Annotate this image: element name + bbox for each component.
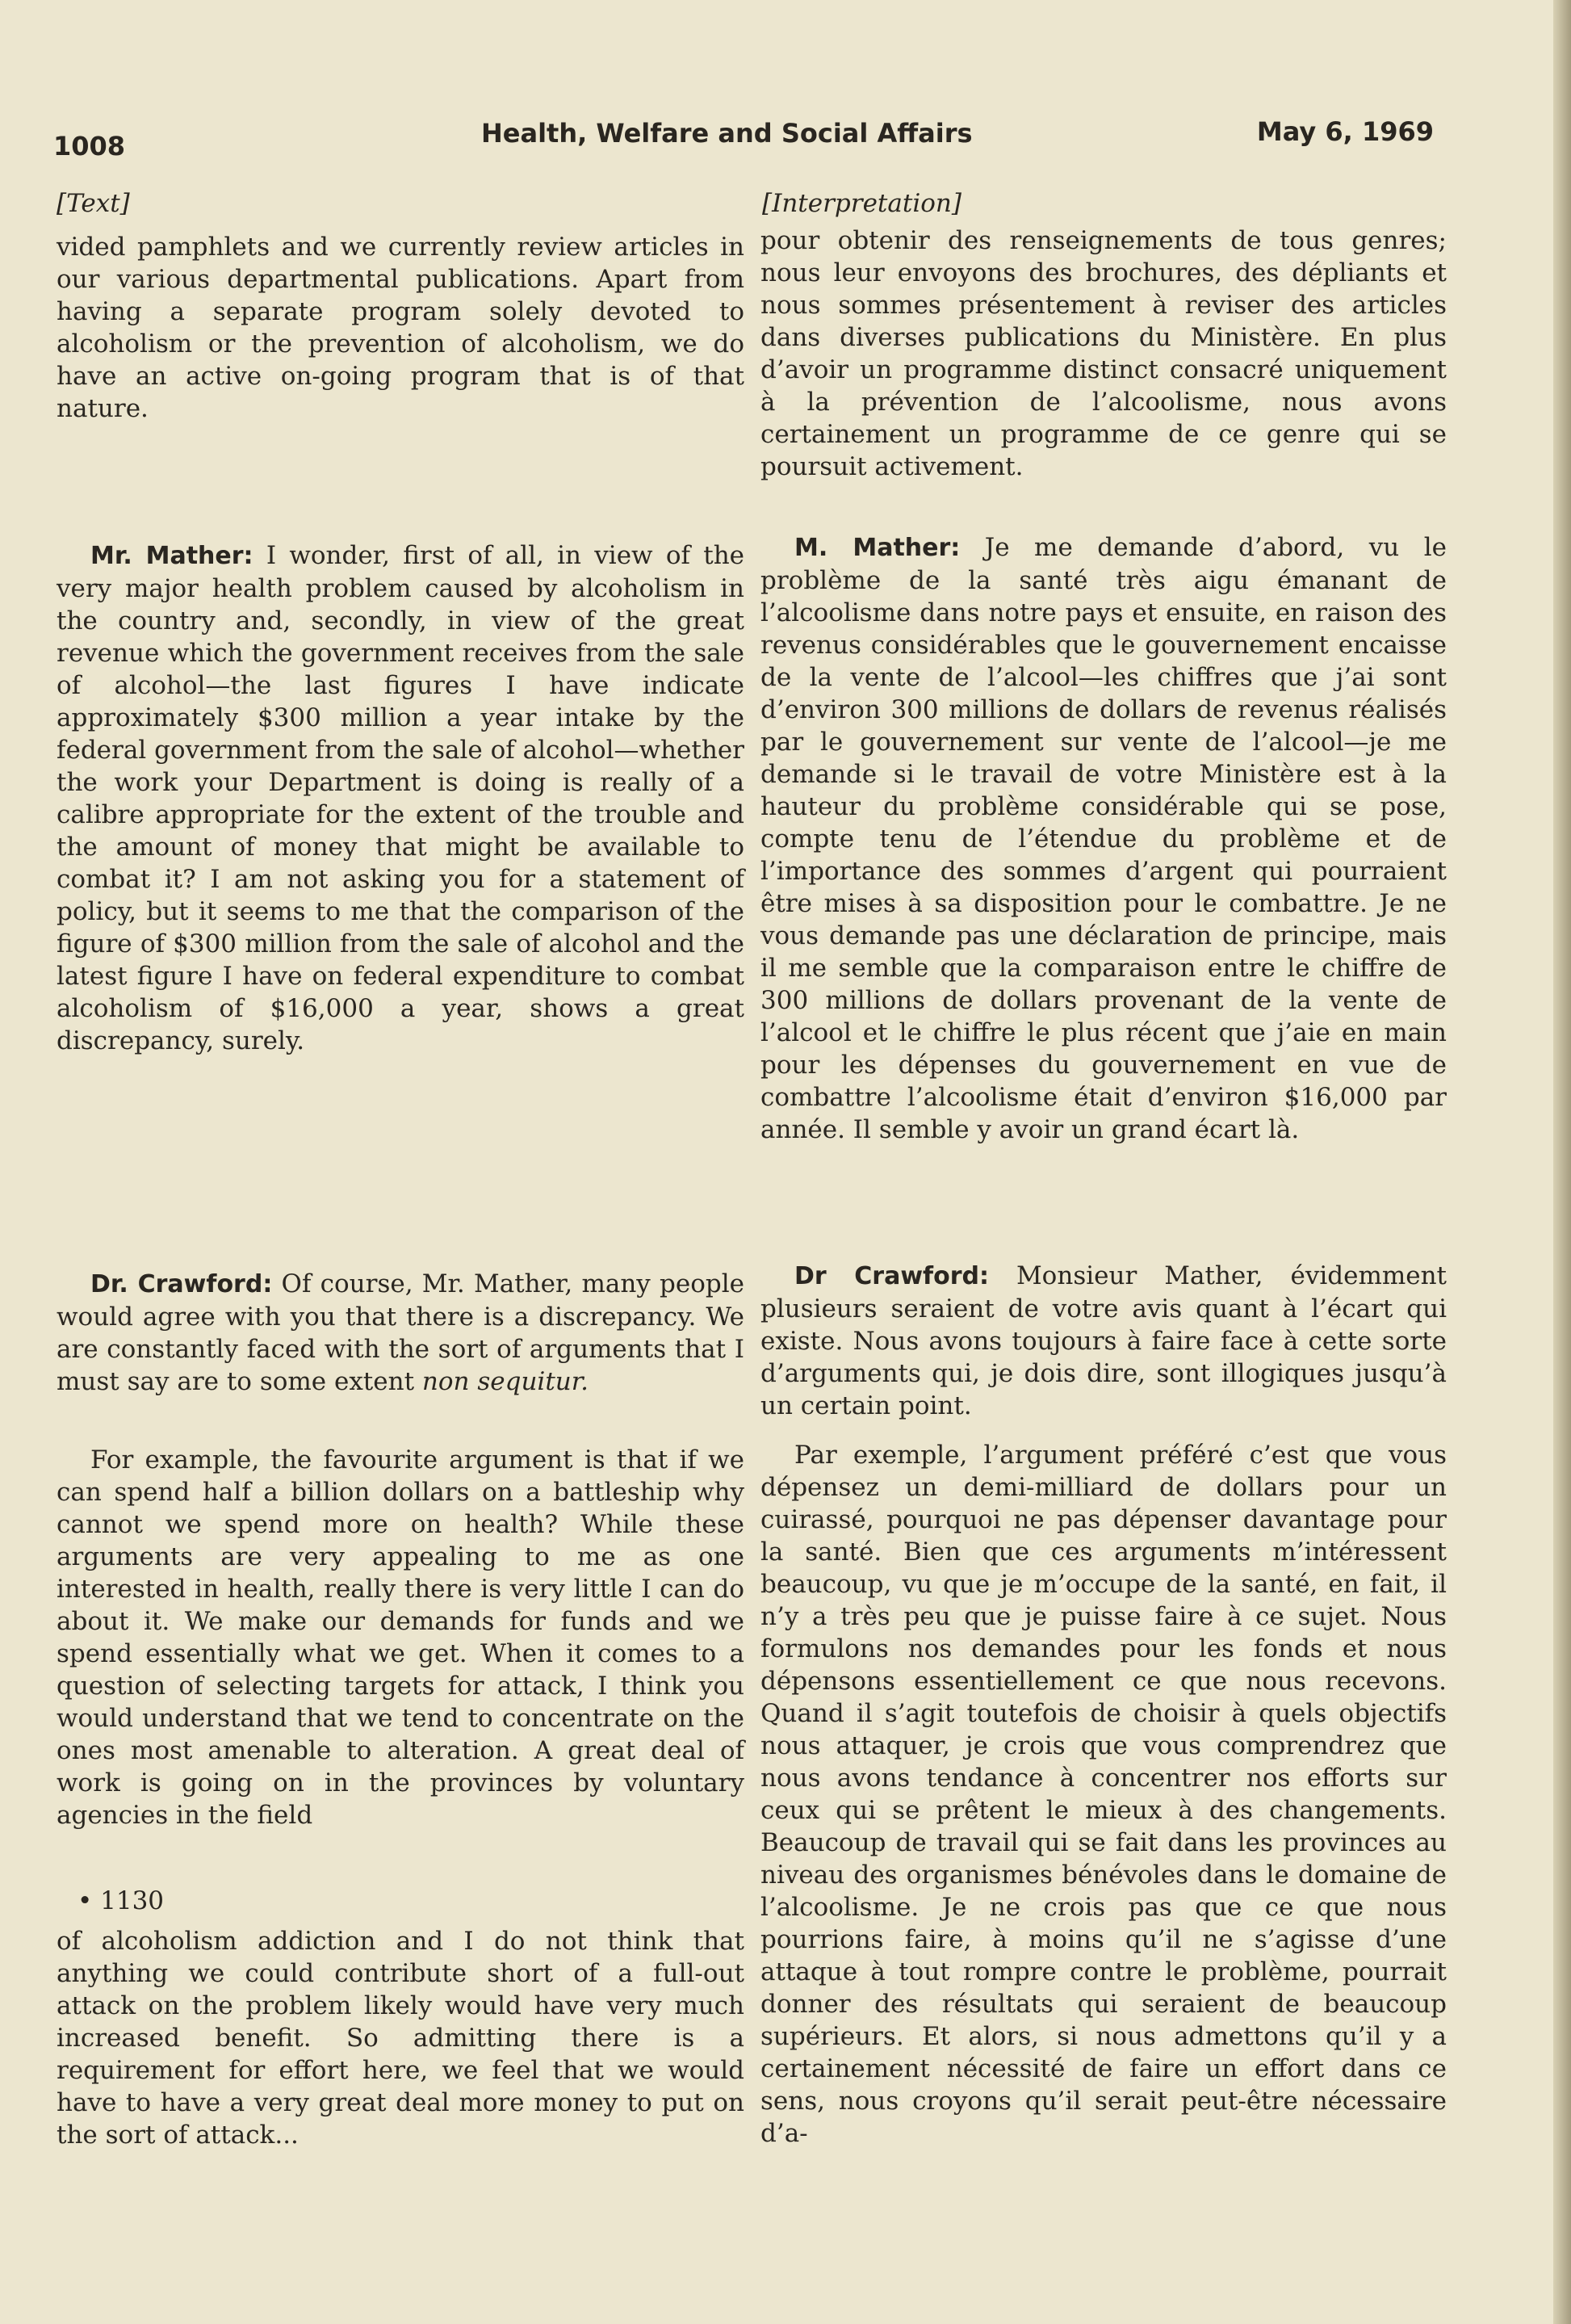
speaker-name: Mr. Mather: <box>90 542 253 570</box>
paragraph-text <box>57 539 744 1057</box>
speaker-text: Je me demande d’abord, vu le problème de la santé très aigu émanant de l’alcoolisme dans notre pays et ensuite, en raison des revenus considérables que le gouvernement encaisse de la vente de l’alcool—les chiffres que j’ai sont d’environ 300 millions de dollars de revenus réalisés par le gouvernement sur vente de l’alcool—je me demande si le travail de votre Ministère est à la hauteur du problème considérable qui se pose, compte tenu de l’étendue du problème et de l’importance des sommes d’argent qui pourraient être mises à sa disposition pour le combattre. Je ne vous demande pas une déclaration de principe, mais il me semble que la comparaison entre le chiffre de 300 millions de dollars provenant de la vente de l’alcool et le chiffre le plus récent que j’aie en main pour les dépenses du gouvernement en vue de combattre l’alcoolisme était d’environ $16,000 par année. Il semble y avoir un grand écart là. <box>760 533 1447 1144</box>
paragraph-text: pour obtenir des renseignements de tous genres; nous leur envoyons des brochures, des dépliants et nous sommes présentement à reviser des articles dans diverses publications du Ministère. En plus d’avoir un programme distinct consacré uniquement à la prévention de l’alcoolisme, nous avons certainement un programme de ce genre qui se poursuit activement. <box>760 226 1447 481</box>
paragraph-text: Par exemple, l’argument préféré c’est que vous dépensez un demi-milliard de dollars pour un cuirassé, pourquoi ne pas dépenser davantage pour la santé. Bien que ces arguments m’intéressent beaucoup, vu que je m’occupe de la santé, en fait, il n’y a très peu que je puisse faire à ce sujet. Nous formulons nos demandes pour les fonds et nous dépensons essentiellement ce que nous recevons. Quand il s’agit toutefois de choisir à quels objectifs nous attaquer, je crois que vous comprendrez que nous avons tendance à concentrer nos efforts sur ceux qui se prêtent le mieux à des changements. Beaucoup de travail qui se fait dans les provinces au niveau des organismes bénévoles dans le domaine de l’alcoolisme. Je ne crois pas que ce que nous pourrions faire, à moins qu’il ne s’agisse d’une attaque à tout rompre contre le problème, pourrait donner des résultats qui seraient de beaucoup supérieurs. Et alors, si nous admettons qu’il y a certainement nécessité de faire un effort dans ce sens, nous croyons qu’il serait peut-être nécessaire d’a- <box>760 1441 1447 2148</box>
left-paragraph-1 <box>57 231 744 425</box>
time-marker: • 1130 <box>78 1886 165 1915</box>
paragraph-text <box>760 1260 1447 1422</box>
speaker-text: I wonder, first of all, in view of the very major health problem caused by alcoholism in the country and, secondly, in view of the great revenue which the government receives from the sale of alcohol—the last figures I have indicate approximately $300 million a year intake by the federal government from the sale of alcohol—whether the work your Department is doing is really of a calibre appropriate for the extent of the trouble and the amount of money that might be available to combat it? I am not asking you for a statement of policy, but it seems to me that the comparison of the figure of $300 million from the sale of alcohol and the latest figure I have on federal expenditure to combat alcoholism of $16,000 a year, shows a great discrepancy, surely. <box>57 541 745 1055</box>
running-header <box>53 113 1434 162</box>
left-paragraph-continued <box>57 1925 744 2151</box>
speaker-name: Dr Crawford: <box>794 1262 989 1290</box>
right-paragraph-mather <box>760 531 1447 1146</box>
page-edge-shadow <box>1553 0 1571 2324</box>
left-paragraph-crawford <box>57 1268 744 1398</box>
italic-phrase: non sequitur. <box>421 1367 589 1396</box>
speaker-name: Dr. Crawford: <box>90 1270 273 1298</box>
paragraph-text: vided pamphlets and we currently review articles in our various departmental publications. Apart from having a separate program solely devoted to alcoholism or the prevention of alcoholism, we do have an active on-going program that is of that nature. <box>57 233 744 423</box>
speaker-text: Monsieur Mather, évidemment plusieurs seraient de votre avis quant à l’écart qui existe. Nous avons toujours à faire face à cette sorte d’arguments qui, je dois dire, sont illogiques jusqu’à un certain point. <box>760 1261 1447 1420</box>
page-number: 1008 <box>53 131 126 162</box>
paragraph-text: For example, the favourite argument is that if we can spend half a billion dollars on a battleship why cannot we spend more on health? While these arguments are very appealing to me as one interested in health, really there is very little I can do about it. We make our demands for funds and we spend essentially what we get. When it comes to a question of selecting targets for attack, I think you would understand that we tend to concentrate on the ones most amenable to alteration. A great deal of work is going on in the provinces by voluntary agencies in the field <box>57 1445 744 1830</box>
paragraph-text <box>760 531 1447 1146</box>
paragraph-text: of alcoholism addiction and I do not think that anything we could contribute short of a full-out attack on the problem likely would have very much increased benefit. So admitting there is a requirement for effort here, we feel that we would have to have a very great deal more money to put on the sort of attack... <box>57 1927 744 2150</box>
speaker-name: M. Mather: <box>794 534 961 562</box>
speaker-text: Of course, Mr. Mather, many people would agree with you that there is a discrepancy. We are constantly faced with the sort of arguments that I must say are to some extent <box>57 1269 744 1396</box>
right-paragraph-1 <box>760 224 1447 483</box>
right-paragraph-example <box>760 1439 1447 2150</box>
right-paragraph-crawford <box>760 1260 1447 1422</box>
paragraph-text <box>57 1268 744 1398</box>
left-paragraph-mather <box>57 539 744 1057</box>
header-date: May 6, 1969 <box>1256 116 1434 147</box>
right-column-label: [Interpretation] <box>762 189 961 218</box>
left-paragraph-example <box>57 1444 744 1831</box>
left-column-label: [Text] <box>57 189 130 218</box>
header-title: Health, Welfare and Social Affairs <box>481 118 973 149</box>
